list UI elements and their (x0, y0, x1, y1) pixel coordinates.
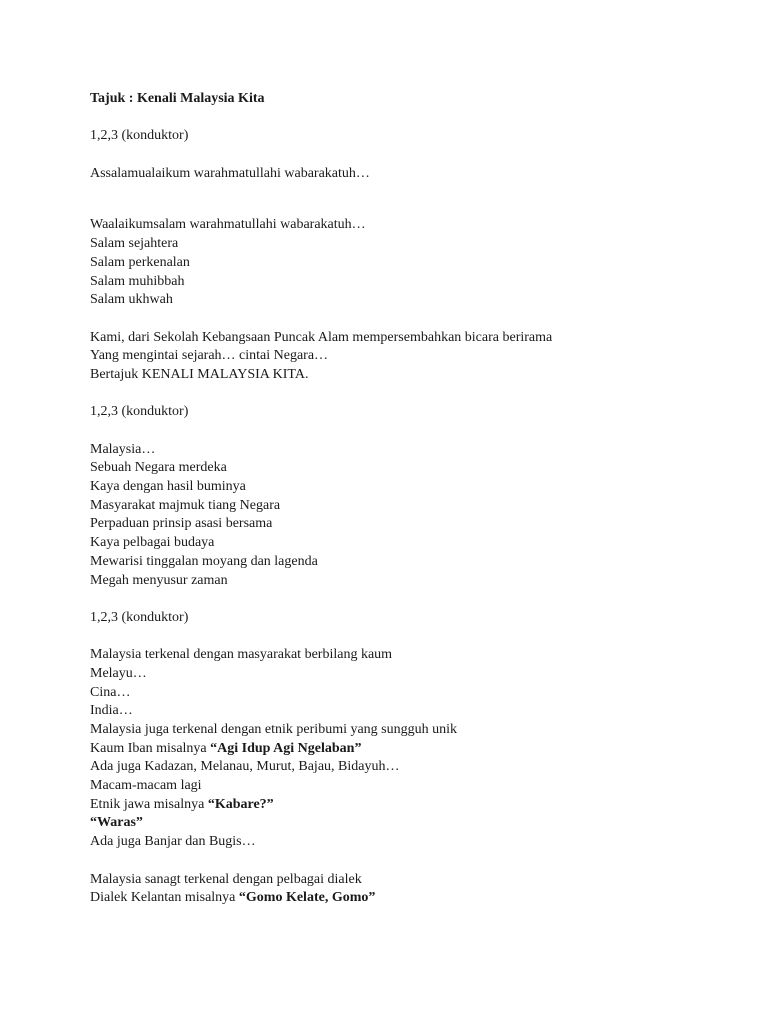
verse-line: Mewarisi tinggalan moyang dan lagenda (90, 553, 318, 569)
verse-line: Malaysia sanagt terkenal dengan pelbagai dialek (90, 871, 362, 887)
verse-line: India… (90, 703, 133, 719)
response-line: Salam muhibbah (90, 273, 185, 289)
document-body (90, 90, 730, 908)
verse-line: Ada juga Kadazan, Melanau, Murut, Bajau, Bidayuh… (90, 759, 400, 775)
greeting-line: Assalamualaikum warahmatullahi wabarakatuh… (90, 165, 370, 181)
verse-line: Kaya pelbagai budaya (90, 535, 215, 551)
verse-line (90, 796, 730, 815)
conductor-cue: 1,2,3 (konduktor) (90, 128, 189, 144)
verse-line: Megah menyusur zaman (90, 572, 228, 588)
conductor-cue: 1,2,3 (konduktor) (90, 404, 189, 420)
verse-line: Sebuah Negara merdeka (90, 460, 227, 476)
verse-line: Macam-macam lagi (90, 778, 202, 794)
verse-line: Ada juga Banjar dan Bugis… (90, 834, 256, 850)
verse-line (90, 740, 730, 759)
verse-line: Malaysia juga terkenal dengan etnik peribumi yang sungguh unik (90, 722, 458, 737)
intro-line: Yang mengintai sejarah… cintai Negara… (90, 348, 329, 364)
verse-text: Etnik jawa misalnya (90, 796, 208, 812)
verse-text: Kaum Iban misalnya (90, 740, 211, 756)
response-line: Salam sejahtera (90, 236, 179, 252)
conductor-cue: 1,2,3 (konduktor) (90, 609, 189, 625)
quoted-phrase: “Gomo Kelate, Gomo” (238, 890, 376, 906)
response-line: Salam perkenalan (90, 254, 190, 270)
response-line: Waalaikumsalam warahmatullahi wabarakatuh… (90, 217, 366, 233)
verse-line: Masyarakat majmuk tiang Negara (90, 497, 281, 513)
response-line: Salam ukhwah (90, 292, 173, 308)
verse-text: Dialek Kelantan misalnya (90, 890, 239, 906)
verse-line: Melayu… (90, 665, 147, 681)
quoted-phrase: “Kabare?” (207, 796, 274, 812)
verse-line (90, 814, 730, 833)
verse-line: Malaysia terkenal dengan masyarakat berbilang kaum (90, 647, 393, 663)
verse-line: Kaya dengan hasil buminya (90, 479, 246, 495)
document-title: Tajuk : Kenali Malaysia Kita (90, 91, 265, 106)
verse-line: Cina… (90, 684, 131, 700)
verse-line (90, 889, 730, 908)
quoted-phrase: “Agi Idup Agi Ngelaban” (210, 740, 362, 756)
intro-line: Kami, dari Sekolah Kebangsaan Puncak Alam mempersembahkan bicara berirama (90, 329, 553, 345)
intro-line: Bertajuk KENALI MALAYSIA KITA. (90, 366, 309, 382)
quoted-phrase: “Waras” (90, 815, 143, 831)
verse-line: Malaysia… (90, 441, 156, 457)
verse-line: Perpaduan prinsip asasi bersama (90, 516, 273, 532)
